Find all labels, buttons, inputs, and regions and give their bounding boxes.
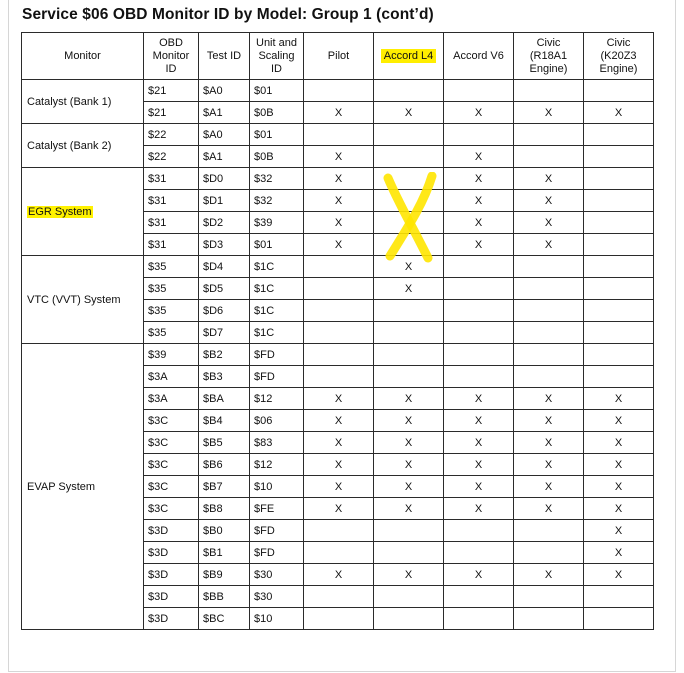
test-id-cell: $A1 — [199, 146, 250, 168]
accord-v6-cell — [444, 608, 514, 630]
table-header-row — [22, 33, 654, 80]
monitor-name-cell — [22, 168, 144, 256]
unit-scaling-id-cell: $12 — [250, 454, 304, 476]
civic-k20z3-cell — [584, 124, 654, 146]
accord-v6-cell: X — [444, 388, 514, 410]
test-id-cell: $B7 — [199, 476, 250, 498]
test-id-cell: $B0 — [199, 520, 250, 542]
civic-r18a1-cell — [514, 300, 584, 322]
pilot-cell — [304, 520, 374, 542]
header-line: Engine) — [599, 62, 638, 75]
pilot-cell — [304, 344, 374, 366]
unit-scaling-id-cell: $01 — [250, 234, 304, 256]
pilot-cell: X — [304, 498, 374, 520]
header-line: (K20Z3 — [600, 49, 637, 62]
accord-l4-cell — [374, 146, 444, 168]
accord-v6-cell: X — [444, 454, 514, 476]
unit-scaling-id-cell: $32 — [250, 190, 304, 212]
pilot-cell — [304, 124, 374, 146]
test-id-cell: $BC — [199, 608, 250, 630]
civic-r18a1-cell: X — [514, 234, 584, 256]
pilot-cell: X — [304, 410, 374, 432]
civic-k20z3-cell — [584, 146, 654, 168]
table-row — [22, 256, 654, 278]
civic-r18a1-cell — [514, 608, 584, 630]
accord-v6-cell — [444, 366, 514, 388]
col-header-accord-l4 — [374, 33, 444, 80]
accord-l4-cell — [374, 234, 444, 256]
obd-monitor-id-cell: $31 — [144, 190, 199, 212]
table-body — [22, 80, 654, 630]
test-id-cell: $B1 — [199, 542, 250, 564]
civic-k20z3-cell — [584, 278, 654, 300]
pilot-cell — [304, 322, 374, 344]
test-id-cell: $B2 — [199, 344, 250, 366]
highlighted-monitor-label: EGR System — [28, 205, 92, 218]
obd-monitor-id-cell: $3D — [144, 564, 199, 586]
obd-monitor-id-cell: $21 — [144, 80, 199, 102]
test-id-cell: $BB — [199, 586, 250, 608]
accord-v6-cell — [444, 300, 514, 322]
civic-k20z3-cell: X — [584, 520, 654, 542]
test-id-cell: $D1 — [199, 190, 250, 212]
header-line: Scaling — [258, 49, 295, 62]
civic-k20z3-cell — [584, 212, 654, 234]
obd-monitor-id-cell: $31 — [144, 168, 199, 190]
civic-r18a1-cell: X — [514, 498, 584, 520]
civic-r18a1-cell — [514, 542, 584, 564]
accord-v6-cell — [444, 278, 514, 300]
unit-scaling-id-cell: $FD — [250, 542, 304, 564]
obd-monitor-id-cell: $3D — [144, 520, 199, 542]
col-header-unit-scaling-id — [250, 33, 304, 80]
unit-scaling-id-cell: $FD — [250, 366, 304, 388]
pilot-cell: X — [304, 102, 374, 124]
civic-k20z3-cell: X — [584, 432, 654, 454]
unit-scaling-id-cell: $1C — [250, 300, 304, 322]
accord-v6-cell: X — [444, 146, 514, 168]
monitor-name-cell — [22, 344, 144, 630]
accord-l4-cell: X — [374, 102, 444, 124]
unit-scaling-id-cell: $0B — [250, 102, 304, 124]
pilot-cell: X — [304, 234, 374, 256]
accord-v6-cell: X — [444, 190, 514, 212]
accord-v6-cell: X — [444, 102, 514, 124]
civic-k20z3-cell: X — [584, 454, 654, 476]
pilot-cell: X — [304, 432, 374, 454]
accord-l4-cell — [374, 322, 444, 344]
test-id-cell: $B5 — [199, 432, 250, 454]
unit-scaling-id-cell: $01 — [250, 124, 304, 146]
civic-r18a1-cell — [514, 146, 584, 168]
monitor-name-cell — [22, 80, 144, 124]
civic-k20z3-cell — [584, 300, 654, 322]
col-header-civic-k20z3 — [584, 33, 654, 80]
accord-l4-cell — [374, 190, 444, 212]
civic-k20z3-cell: X — [584, 102, 654, 124]
obd-monitor-id-cell: $3A — [144, 366, 199, 388]
test-id-cell: $D6 — [199, 300, 250, 322]
test-id-cell: $A0 — [199, 80, 250, 102]
header-line: Civic — [606, 36, 631, 49]
monitor-name-cell — [22, 256, 144, 344]
table-row — [22, 124, 654, 146]
monitor-label: EVAP System — [27, 480, 96, 493]
civic-k20z3-cell — [584, 190, 654, 212]
monitor-label: Catalyst (Bank 1) — [27, 95, 112, 108]
civic-r18a1-cell: X — [514, 168, 584, 190]
accord-v6-cell — [444, 542, 514, 564]
unit-scaling-id-cell: $01 — [250, 80, 304, 102]
obd-monitor-id-cell: $3A — [144, 388, 199, 410]
test-id-cell: $D5 — [199, 278, 250, 300]
test-id-cell: $B4 — [199, 410, 250, 432]
civic-k20z3-cell: X — [584, 388, 654, 410]
col-header-accord-v6: Accord V6 — [444, 33, 514, 80]
obd-monitor-id-cell: $21 — [144, 102, 199, 124]
obd-monitor-id-cell: $3C — [144, 498, 199, 520]
obd-monitor-id-cell: $35 — [144, 256, 199, 278]
accord-l4-cell: X — [374, 410, 444, 432]
test-id-cell: $BA — [199, 388, 250, 410]
test-id-cell: $D2 — [199, 212, 250, 234]
accord-l4-cell: X — [374, 564, 444, 586]
civic-k20z3-cell: X — [584, 410, 654, 432]
obd-monitor-id-cell: $39 — [144, 344, 199, 366]
accord-l4-cell — [374, 344, 444, 366]
pilot-cell: X — [304, 212, 374, 234]
accord-l4-cell — [374, 608, 444, 630]
obd-monitor-id-cell: $3D — [144, 542, 199, 564]
accord-v6-cell — [444, 80, 514, 102]
monitor-id-table — [21, 32, 654, 630]
unit-scaling-id-cell: $0B — [250, 146, 304, 168]
civic-k20z3-cell — [584, 80, 654, 102]
unit-scaling-id-cell: $FD — [250, 520, 304, 542]
pilot-cell — [304, 586, 374, 608]
monitor-name-cell — [22, 124, 144, 168]
accord-l4-cell: X — [374, 498, 444, 520]
civic-r18a1-cell — [514, 256, 584, 278]
pilot-cell — [304, 300, 374, 322]
accord-l4-cell — [374, 300, 444, 322]
obd-monitor-id-cell: $31 — [144, 234, 199, 256]
header-line: Civic — [536, 36, 561, 49]
accord-l4-cell — [374, 520, 444, 542]
obd-monitor-id-cell: $3C — [144, 454, 199, 476]
obd-monitor-id-cell: $3C — [144, 410, 199, 432]
test-id-cell: $B3 — [199, 366, 250, 388]
unit-scaling-id-cell: $1C — [250, 278, 304, 300]
header-line: (R18A1 — [529, 49, 568, 62]
highlighted-header-label: Accord L4 — [381, 49, 437, 63]
pilot-cell: X — [304, 168, 374, 190]
test-id-cell: $B9 — [199, 564, 250, 586]
pilot-cell: X — [304, 454, 374, 476]
accord-l4-cell — [374, 212, 444, 234]
civic-r18a1-cell — [514, 278, 584, 300]
accord-v6-cell: X — [444, 476, 514, 498]
test-id-cell: $A0 — [199, 124, 250, 146]
accord-l4-cell: X — [374, 278, 444, 300]
page-title: Service $06 OBD Monitor ID by Model: Group 1 (cont’d) — [22, 6, 434, 23]
accord-v6-cell — [444, 520, 514, 542]
col-header-obd-monitor-id — [144, 33, 199, 80]
accord-v6-cell: X — [444, 564, 514, 586]
civic-r18a1-cell — [514, 322, 584, 344]
civic-r18a1-cell — [514, 586, 584, 608]
accord-v6-cell — [444, 124, 514, 146]
civic-k20z3-cell — [584, 366, 654, 388]
civic-r18a1-cell — [514, 344, 584, 366]
obd-monitor-id-cell: $35 — [144, 278, 199, 300]
civic-r18a1-cell: X — [514, 410, 584, 432]
unit-scaling-id-cell: $83 — [250, 432, 304, 454]
col-header-test-id: Test ID — [199, 33, 250, 80]
obd-monitor-id-cell: $35 — [144, 300, 199, 322]
civic-r18a1-cell: X — [514, 102, 584, 124]
unit-scaling-id-cell: $30 — [250, 564, 304, 586]
table-row — [22, 344, 654, 366]
civic-k20z3-cell — [584, 344, 654, 366]
obd-monitor-id-cell: $22 — [144, 146, 199, 168]
header-line: Unit and — [256, 36, 297, 49]
unit-scaling-id-cell: $32 — [250, 168, 304, 190]
civic-k20z3-cell — [584, 586, 654, 608]
civic-r18a1-cell: X — [514, 212, 584, 234]
obd-monitor-id-cell: $31 — [144, 212, 199, 234]
col-header-pilot: Pilot — [304, 33, 374, 80]
accord-v6-cell: X — [444, 212, 514, 234]
accord-v6-cell: X — [444, 432, 514, 454]
civic-k20z3-cell: X — [584, 564, 654, 586]
unit-scaling-id-cell: $12 — [250, 388, 304, 410]
pilot-cell: X — [304, 146, 374, 168]
test-id-cell: $D0 — [199, 168, 250, 190]
test-id-cell: $D7 — [199, 322, 250, 344]
accord-v6-cell — [444, 344, 514, 366]
header-line: Engine) — [529, 62, 568, 75]
accord-v6-cell: X — [444, 410, 514, 432]
civic-r18a1-cell: X — [514, 432, 584, 454]
unit-scaling-id-cell: $06 — [250, 410, 304, 432]
pilot-cell — [304, 608, 374, 630]
pilot-cell: X — [304, 388, 374, 410]
civic-r18a1-cell — [514, 366, 584, 388]
civic-r18a1-cell — [514, 124, 584, 146]
accord-l4-cell — [374, 124, 444, 146]
obd-monitor-id-cell: $22 — [144, 124, 199, 146]
accord-l4-cell: X — [374, 476, 444, 498]
unit-scaling-id-cell: $1C — [250, 322, 304, 344]
obd-monitor-id-cell: $35 — [144, 322, 199, 344]
monitor-label: VTC (VVT) System — [27, 293, 121, 306]
civic-r18a1-cell: X — [514, 388, 584, 410]
civic-k20z3-cell: X — [584, 476, 654, 498]
accord-l4-cell — [374, 366, 444, 388]
pilot-cell — [304, 278, 374, 300]
col-header-civic-r18a1 — [514, 33, 584, 80]
civic-r18a1-cell — [514, 80, 584, 102]
civic-r18a1-cell — [514, 520, 584, 542]
obd-monitor-id-cell: $3D — [144, 586, 199, 608]
civic-k20z3-cell: X — [584, 542, 654, 564]
test-id-cell: $B6 — [199, 454, 250, 476]
test-id-cell: $B8 — [199, 498, 250, 520]
pilot-cell: X — [304, 564, 374, 586]
civic-r18a1-cell: X — [514, 190, 584, 212]
civic-r18a1-cell: X — [514, 454, 584, 476]
accord-v6-cell: X — [444, 168, 514, 190]
unit-scaling-id-cell: $39 — [250, 212, 304, 234]
civic-k20z3-cell: X — [584, 498, 654, 520]
accord-l4-cell: X — [374, 454, 444, 476]
test-id-cell: $D4 — [199, 256, 250, 278]
civic-k20z3-cell — [584, 322, 654, 344]
pilot-cell — [304, 542, 374, 564]
pilot-cell — [304, 256, 374, 278]
header-line: Monitor — [152, 49, 190, 62]
accord-l4-cell: X — [374, 256, 444, 278]
accord-v6-cell: X — [444, 234, 514, 256]
unit-scaling-id-cell: $10 — [250, 476, 304, 498]
test-id-cell: $D3 — [199, 234, 250, 256]
table-row — [22, 168, 654, 190]
pilot-cell — [304, 80, 374, 102]
civic-r18a1-cell: X — [514, 564, 584, 586]
header-line: ID — [271, 62, 282, 75]
accord-l4-cell — [374, 168, 444, 190]
accord-v6-cell: X — [444, 498, 514, 520]
obd-monitor-id-cell: $3D — [144, 608, 199, 630]
pilot-cell: X — [304, 476, 374, 498]
col-header-monitor: Monitor — [22, 33, 144, 80]
accord-l4-cell: X — [374, 388, 444, 410]
accord-v6-cell — [444, 322, 514, 344]
unit-scaling-id-cell: $10 — [250, 608, 304, 630]
header-line: ID — [165, 62, 177, 75]
civic-k20z3-cell — [584, 234, 654, 256]
unit-scaling-id-cell: $FE — [250, 498, 304, 520]
unit-scaling-id-cell: $1C — [250, 256, 304, 278]
header-line: OBD — [159, 36, 183, 49]
obd-monitor-id-cell: $3C — [144, 432, 199, 454]
monitor-label: Catalyst (Bank 2) — [27, 139, 112, 152]
civic-k20z3-cell — [584, 608, 654, 630]
obd-monitor-id-cell: $3C — [144, 476, 199, 498]
pilot-cell: X — [304, 190, 374, 212]
unit-scaling-id-cell: $FD — [250, 344, 304, 366]
accord-v6-cell — [444, 256, 514, 278]
civic-k20z3-cell — [584, 168, 654, 190]
accord-l4-cell — [374, 542, 444, 564]
civic-k20z3-cell — [584, 256, 654, 278]
pilot-cell — [304, 366, 374, 388]
civic-r18a1-cell: X — [514, 476, 584, 498]
accord-v6-cell — [444, 586, 514, 608]
accord-l4-cell — [374, 80, 444, 102]
accord-l4-cell — [374, 586, 444, 608]
test-id-cell: $A1 — [199, 102, 250, 124]
accord-l4-cell: X — [374, 432, 444, 454]
table-row — [22, 80, 654, 102]
unit-scaling-id-cell: $30 — [250, 586, 304, 608]
